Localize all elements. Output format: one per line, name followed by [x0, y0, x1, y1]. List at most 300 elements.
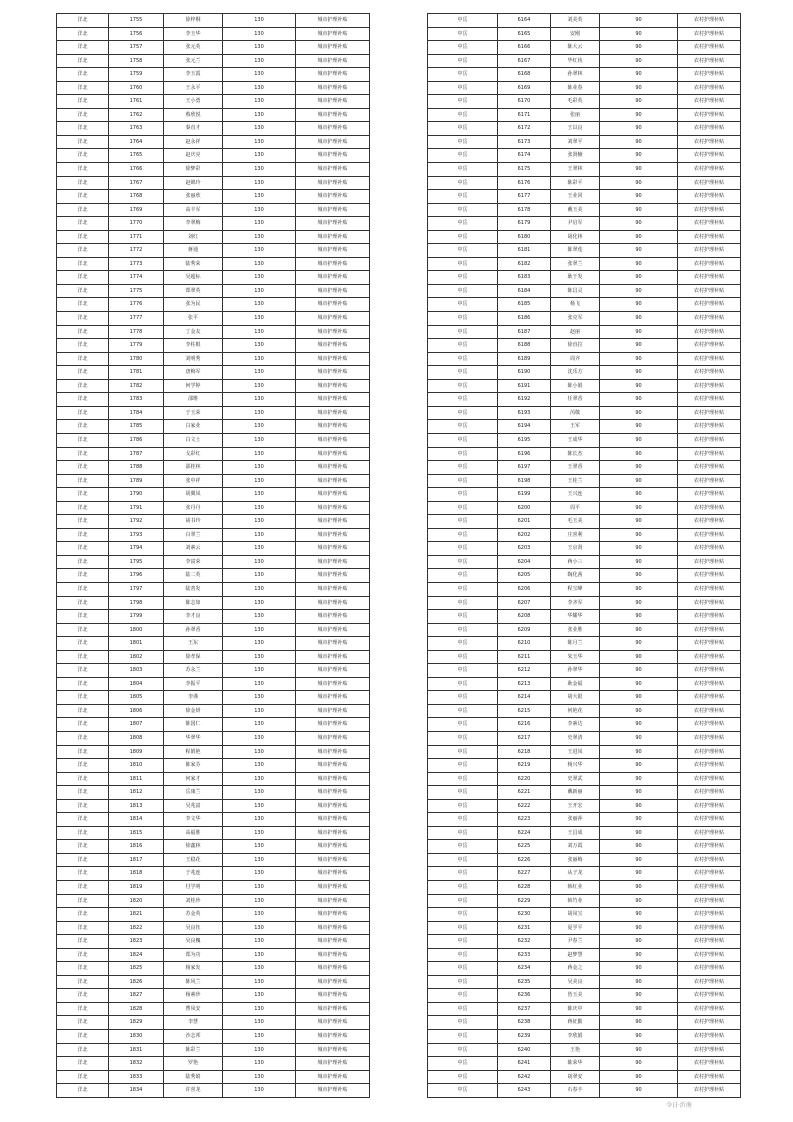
table-row [57, 366, 370, 380]
region-cell: 洋北 [57, 406, 109, 420]
subsidy-type-cell: 城市护理补贴 [296, 677, 370, 691]
region-cell: 洋北 [57, 501, 109, 515]
region-cell: 洋北 [57, 664, 109, 678]
name-cell: 李素达 [551, 718, 600, 732]
amount-cell: 90 [600, 691, 678, 705]
table-row [57, 582, 370, 596]
amount-cell: 130 [223, 474, 296, 488]
subsidy-type-cell: 农村护理补贴 [678, 312, 741, 326]
name-cell: 陈志如 [164, 596, 223, 610]
subsidy-type-cell: 城市护理补贴 [296, 1016, 370, 1030]
table-row [428, 149, 741, 163]
name-cell: 陈风兰 [164, 975, 223, 989]
amount-cell: 90 [600, 366, 678, 380]
region-cell: 洋北 [57, 122, 109, 136]
name-cell: 徐孝保 [164, 650, 223, 664]
name-cell: 张元兰 [164, 54, 223, 68]
subsidy-type-cell: 城市护理补贴 [296, 772, 370, 786]
subsidy-type-cell: 农村护理补贴 [678, 975, 741, 989]
serial-cell: 1821 [109, 908, 164, 922]
amount-cell: 130 [223, 1030, 296, 1044]
name-cell: 沈乐方 [551, 366, 600, 380]
serial-cell: 1822 [109, 921, 164, 935]
subsidy-type-cell: 农村护理补贴 [678, 366, 741, 380]
table-row [428, 677, 741, 691]
serial-cell: 6207 [498, 596, 551, 610]
serial-cell: 1815 [109, 826, 164, 840]
amount-cell: 130 [223, 677, 296, 691]
subsidy-type-cell: 农村护理补贴 [678, 27, 741, 41]
table-row [428, 54, 741, 68]
table-row [428, 1043, 741, 1057]
subsidy-type-cell: 农村护理补贴 [678, 962, 741, 976]
serial-cell: 6189 [498, 352, 551, 366]
subsidy-type-cell: 城市护理补贴 [296, 1057, 370, 1071]
amount-cell: 90 [600, 948, 678, 962]
amount-cell: 90 [600, 447, 678, 461]
subsidy-type-cell: 农村护理补贴 [678, 325, 741, 339]
amount-cell: 130 [223, 298, 296, 312]
table-row [57, 908, 370, 922]
region-cell: 洋北 [57, 271, 109, 285]
subsidy-type-cell: 农村护理补贴 [678, 81, 741, 95]
table-row [428, 217, 741, 231]
subsidy-type-cell: 城市护理补贴 [296, 596, 370, 610]
subsidy-type-cell: 农村护理补贴 [678, 582, 741, 596]
table-row [428, 379, 741, 393]
region-cell: 洋北 [57, 68, 109, 82]
subsidy-type-cell: 城市护理补贴 [296, 1030, 370, 1044]
subsidy-type-cell: 农村护理补贴 [678, 244, 741, 258]
region-cell: 中岳 [428, 610, 498, 624]
name-cell: 胡大银 [551, 691, 600, 705]
region-cell: 洋北 [57, 731, 109, 745]
amount-cell: 90 [600, 325, 678, 339]
table-row [428, 542, 741, 556]
serial-cell: 1829 [109, 1016, 164, 1030]
name-cell: 毛彩英 [551, 95, 600, 109]
subsidy-type-cell: 城市护理补贴 [296, 881, 370, 895]
amount-cell: 130 [223, 813, 296, 827]
name-cell: 王兴连 [551, 488, 600, 502]
amount-cell: 130 [223, 393, 296, 407]
amount-cell: 90 [600, 54, 678, 68]
name-cell: 华耀华 [551, 610, 600, 624]
amount-cell: 130 [223, 610, 296, 624]
region-cell: 洋北 [57, 596, 109, 610]
serial-cell: 6201 [498, 515, 551, 529]
table-row [428, 582, 741, 596]
serial-cell: 1785 [109, 420, 164, 434]
subsidy-type-cell: 农村护理补贴 [678, 135, 741, 149]
name-cell: 王军 [551, 420, 600, 434]
region-cell: 洋北 [57, 677, 109, 691]
region-cell: 洋北 [57, 528, 109, 542]
serial-cell: 1808 [109, 731, 164, 745]
name-cell: 付学明 [164, 881, 223, 895]
amount-cell: 90 [600, 244, 678, 258]
serial-cell: 1763 [109, 122, 164, 136]
table-row [57, 312, 370, 326]
subsidy-type-cell: 城市护理补贴 [296, 975, 370, 989]
region-cell: 洋北 [57, 853, 109, 867]
region-cell: 洋北 [57, 230, 109, 244]
table-row [428, 989, 741, 1003]
region-cell: 中岳 [428, 908, 498, 922]
serial-cell: 1800 [109, 623, 164, 637]
name-cell: 蔡欣悦 [164, 108, 223, 122]
subsidy-type-cell: 城市护理补贴 [296, 935, 370, 949]
name-cell: 尹春兰 [551, 935, 600, 949]
serial-cell: 6208 [498, 610, 551, 624]
table-row [428, 555, 741, 569]
serial-cell: 1820 [109, 894, 164, 908]
serial-cell: 1827 [109, 989, 164, 1003]
serial-cell: 1814 [109, 813, 164, 827]
table-row [57, 515, 370, 529]
amount-cell: 90 [600, 203, 678, 217]
name-cell: 何艳花 [551, 704, 600, 718]
subsidy-type-cell: 城市护理补贴 [296, 731, 370, 745]
subsidy-type-cell: 城市护理补贴 [296, 190, 370, 204]
serial-cell: 1791 [109, 501, 164, 515]
name-cell: 刘翠平 [551, 135, 600, 149]
left-roster-table [56, 13, 370, 1098]
name-cell: 秦直才 [164, 122, 223, 136]
subsidy-type-cell: 农村护理补贴 [678, 149, 741, 163]
table-row [428, 108, 741, 122]
name-cell: 李翠梅 [164, 217, 223, 231]
amount-cell: 90 [600, 108, 678, 122]
amount-cell: 90 [600, 813, 678, 827]
name-cell: 王京贤 [551, 542, 600, 556]
serial-cell: 6195 [498, 433, 551, 447]
serial-cell: 1813 [109, 799, 164, 813]
region-cell: 中岳 [428, 203, 498, 217]
serial-cell: 1786 [109, 433, 164, 447]
name-cell: 张丽梅 [551, 853, 600, 867]
serial-cell: 6233 [498, 948, 551, 962]
serial-cell: 6241 [498, 1057, 551, 1071]
amount-cell: 130 [223, 623, 296, 637]
region-cell: 中岳 [428, 433, 498, 447]
table-row [428, 488, 741, 502]
name-cell: 王以良 [551, 122, 600, 136]
name-cell: 张贤楠 [551, 149, 600, 163]
subsidy-type-cell: 城市护理补贴 [296, 921, 370, 935]
serial-cell: 1788 [109, 461, 164, 475]
table-row [57, 203, 370, 217]
region-cell: 洋北 [57, 312, 109, 326]
table-row [428, 230, 741, 244]
serial-cell: 6191 [498, 379, 551, 393]
name-cell: 何学婷 [164, 379, 223, 393]
region-cell: 中岳 [428, 406, 498, 420]
region-cell: 中岳 [428, 68, 498, 82]
region-cell: 中岳 [428, 691, 498, 705]
name-cell: 唐梅军 [164, 366, 223, 380]
amount-cell: 90 [600, 718, 678, 732]
table-row [428, 528, 741, 542]
region-cell: 洋北 [57, 650, 109, 664]
subsidy-type-cell: 城市护理补贴 [296, 298, 370, 312]
region-cell: 洋北 [57, 745, 109, 759]
region-cell: 中岳 [428, 447, 498, 461]
amount-cell: 90 [600, 257, 678, 271]
table-row [57, 54, 370, 68]
amount-cell: 90 [600, 704, 678, 718]
name-cell: 陈家芬 [164, 759, 223, 773]
amount-cell: 130 [223, 1043, 296, 1057]
amount-cell: 90 [600, 501, 678, 515]
region-cell: 洋北 [57, 1002, 109, 1016]
region-cell: 中岳 [428, 948, 498, 962]
table-row [57, 840, 370, 854]
table-row [428, 962, 741, 976]
region-cell: 洋北 [57, 894, 109, 908]
amount-cell: 130 [223, 122, 296, 136]
amount-cell: 130 [223, 433, 296, 447]
serial-cell: 1828 [109, 1002, 164, 1016]
subsidy-type-cell: 农村护理补贴 [678, 284, 741, 298]
subsidy-type-cell: 城市护理补贴 [296, 948, 370, 962]
region-cell: 中岳 [428, 731, 498, 745]
subsidy-type-cell: 农村护理补贴 [678, 122, 741, 136]
table-row [428, 501, 741, 515]
region-cell: 中岳 [428, 1002, 498, 1016]
subsidy-type-cell: 农村护理补贴 [678, 637, 741, 651]
subsidy-type-cell: 城市护理补贴 [296, 447, 370, 461]
amount-cell: 130 [223, 203, 296, 217]
subsidy-type-cell: 城市护理补贴 [296, 244, 370, 258]
amount-cell: 90 [600, 298, 678, 312]
table-row [57, 596, 370, 610]
subsidy-type-cell: 农村护理补贴 [678, 596, 741, 610]
serial-cell: 6174 [498, 149, 551, 163]
table-row [57, 664, 370, 678]
table-row [57, 718, 370, 732]
table-row [57, 894, 370, 908]
region-cell: 洋北 [57, 488, 109, 502]
serial-cell: 1773 [109, 257, 164, 271]
serial-cell: 6185 [498, 298, 551, 312]
region-cell: 中岳 [428, 962, 498, 976]
name-cell: 赵锦玲 [164, 176, 223, 190]
name-cell: 孙翠林 [551, 68, 600, 82]
table-row [57, 989, 370, 1003]
serial-cell: 6239 [498, 1030, 551, 1044]
table-row [428, 610, 741, 624]
amount-cell: 130 [223, 894, 296, 908]
subsidy-type-cell: 农村护理补贴 [678, 718, 741, 732]
amount-cell: 90 [600, 528, 678, 542]
amount-cell: 130 [223, 772, 296, 786]
region-cell: 中岳 [428, 677, 498, 691]
table-row [428, 447, 741, 461]
subsidy-type-cell: 城市护理补贴 [296, 637, 370, 651]
serial-cell: 1759 [109, 68, 164, 82]
subsidy-type-cell: 城市护理补贴 [296, 1070, 370, 1084]
subsidy-type-cell: 城市护理补贴 [296, 54, 370, 68]
region-cell: 洋北 [57, 447, 109, 461]
amount-cell: 90 [600, 312, 678, 326]
amount-cell: 90 [600, 975, 678, 989]
subsidy-type-cell: 城市护理补贴 [296, 569, 370, 583]
subsidy-type-cell: 城市护理补贴 [296, 163, 370, 177]
table-row [428, 366, 741, 380]
subsidy-type-cell: 农村护理补贴 [678, 610, 741, 624]
table-row [428, 975, 741, 989]
region-cell: 洋北 [57, 474, 109, 488]
region-cell: 中岳 [428, 325, 498, 339]
subsidy-type-cell: 农村护理补贴 [678, 894, 741, 908]
table-row [428, 352, 741, 366]
table-row [57, 461, 370, 475]
name-cell: 胡翠安 [551, 1070, 600, 1084]
serial-cell: 1765 [109, 149, 164, 163]
subsidy-type-cell: 城市护理补贴 [296, 325, 370, 339]
name-cell: 徐直拉 [551, 339, 600, 353]
table-row [428, 190, 741, 204]
serial-cell: 6220 [498, 772, 551, 786]
serial-cell: 1769 [109, 203, 164, 217]
subsidy-type-cell: 农村护理补贴 [678, 14, 741, 28]
serial-cell: 1782 [109, 379, 164, 393]
region-cell: 中岳 [428, 623, 498, 637]
subsidy-type-cell: 城市护理补贴 [296, 135, 370, 149]
serial-cell: 6235 [498, 975, 551, 989]
amount-cell: 90 [600, 989, 678, 1003]
amount-cell: 130 [223, 257, 296, 271]
subsidy-type-cell: 城市护理补贴 [296, 27, 370, 41]
name-cell: 张业胜 [551, 623, 600, 637]
serial-cell: 6216 [498, 718, 551, 732]
serial-cell: 6186 [498, 312, 551, 326]
amount-cell: 90 [600, 623, 678, 637]
serial-cell: 1777 [109, 312, 164, 326]
subsidy-type-cell: 农村护理补贴 [678, 217, 741, 231]
region-cell: 中岳 [428, 813, 498, 827]
subsidy-type-cell: 农村护理补贴 [678, 745, 741, 759]
region-cell: 中岳 [428, 339, 498, 353]
name-cell: 杨素珍 [164, 989, 223, 1003]
subsidy-type-cell: 农村护理补贴 [678, 786, 741, 800]
region-cell: 洋北 [57, 867, 109, 881]
region-cell: 中岳 [428, 474, 498, 488]
subsidy-type-cell: 农村护理补贴 [678, 406, 741, 420]
region-cell: 中岳 [428, 176, 498, 190]
region-cell: 中岳 [428, 772, 498, 786]
subsidy-type-cell: 农村护理补贴 [678, 881, 741, 895]
subsidy-type-cell: 城市护理补贴 [296, 352, 370, 366]
name-cell: 徐金妍 [164, 704, 223, 718]
region-cell: 洋北 [57, 339, 109, 353]
table-row [57, 935, 370, 949]
subsidy-type-cell: 农村护理补贴 [678, 420, 741, 434]
table-row [57, 108, 370, 122]
name-cell: 罗艳 [164, 1057, 223, 1071]
name-cell: 陈彩兰 [164, 1043, 223, 1057]
amount-cell: 130 [223, 799, 296, 813]
region-cell: 中岳 [428, 637, 498, 651]
subsidy-type-cell: 农村护理补贴 [678, 853, 741, 867]
amount-cell: 130 [223, 731, 296, 745]
name-cell: 刘桂珍 [164, 894, 223, 908]
serial-cell: 6193 [498, 406, 551, 420]
subsidy-type-cell: 城市护理补贴 [296, 542, 370, 556]
region-cell: 洋北 [57, 1043, 109, 1057]
name-cell: 王永平 [164, 81, 223, 95]
amount-cell: 130 [223, 27, 296, 41]
serial-cell: 6205 [498, 569, 551, 583]
region-cell: 中岳 [428, 582, 498, 596]
amount-cell: 90 [600, 14, 678, 28]
amount-cell: 90 [600, 41, 678, 55]
name-cell: 王成华 [551, 433, 600, 447]
name-cell: 尹启军 [551, 217, 600, 231]
name-cell: 王开宏 [551, 799, 600, 813]
region-cell: 中岳 [428, 149, 498, 163]
subsidy-type-cell: 农村护理补贴 [678, 41, 741, 55]
subsidy-type-cell: 城市护理补贴 [296, 339, 370, 353]
serial-cell: 1832 [109, 1057, 164, 1071]
subsidy-type-cell: 农村护理补贴 [678, 488, 741, 502]
serial-cell: 6192 [498, 393, 551, 407]
name-cell: 王稳花 [164, 853, 223, 867]
subsidy-type-cell: 城市护理补贴 [296, 691, 370, 705]
serial-cell: 1819 [109, 881, 164, 895]
subsidy-type-cell: 农村护理补贴 [678, 474, 741, 488]
amount-cell: 130 [223, 867, 296, 881]
table-row [57, 501, 370, 515]
amount-cell: 90 [600, 596, 678, 610]
amount-cell: 130 [223, 745, 296, 759]
region-cell: 中岳 [428, 54, 498, 68]
serial-cell: 6181 [498, 244, 551, 258]
table-row [57, 352, 370, 366]
name-cell: 夏学平 [551, 921, 600, 935]
table-row [428, 718, 741, 732]
amount-cell: 90 [600, 569, 678, 583]
table-row [428, 921, 741, 935]
amount-cell: 130 [223, 759, 296, 773]
serial-cell: 1802 [109, 650, 164, 664]
name-cell: 吴良钰 [164, 921, 223, 935]
serial-cell: 1768 [109, 190, 164, 204]
region-cell: 中岳 [428, 379, 498, 393]
name-cell: 赵梦慧 [551, 948, 600, 962]
region-cell: 中岳 [428, 366, 498, 380]
subsidy-type-cell: 城市护理补贴 [296, 962, 370, 976]
table-row [57, 488, 370, 502]
subsidy-type-cell: 农村护理补贴 [678, 163, 741, 177]
name-cell: 曹凤安 [164, 1002, 223, 1016]
amount-cell: 90 [600, 759, 678, 773]
table-row [57, 623, 370, 637]
table-row [57, 1057, 370, 1071]
serial-cell: 1779 [109, 339, 164, 353]
name-cell: 李振平 [164, 677, 223, 691]
region-cell: 中岳 [428, 528, 498, 542]
amount-cell: 130 [223, 935, 296, 949]
name-cell: 李富荣 [164, 555, 223, 569]
name-cell: 陈荣华 [551, 1057, 600, 1071]
serial-cell: 6231 [498, 921, 551, 935]
amount-cell: 130 [223, 271, 296, 285]
region-cell: 洋北 [57, 244, 109, 258]
amount-cell: 130 [223, 244, 296, 258]
name-cell: 耿于发 [551, 271, 600, 285]
